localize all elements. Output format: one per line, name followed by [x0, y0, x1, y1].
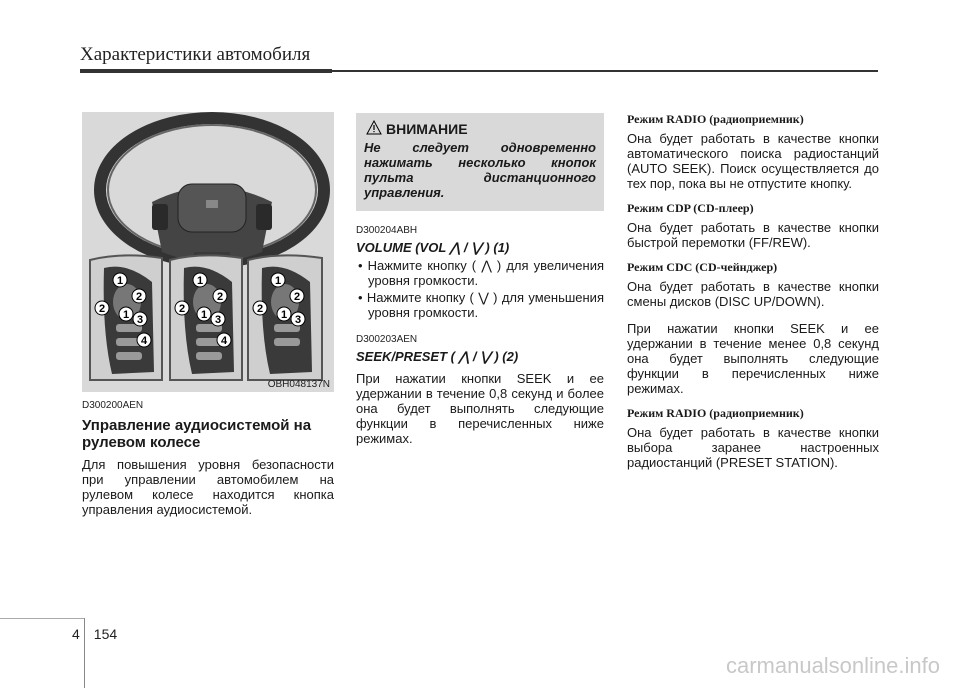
callout-3: 3 [214, 314, 222, 326]
mode-radio-heading: Режим RADIO (радиоприемник) [627, 112, 804, 126]
callout-2-left: 2 [98, 303, 106, 315]
mode-cdp-text: Она будет работать в качестве кнопки быстрой перемотки (FF/REW). [627, 220, 879, 250]
volume-bullet-down: • Нажмите кнопку ( ⋁ ) для уменьшения уровня громкости. [358, 290, 604, 320]
warning-triangle-icon [366, 120, 382, 135]
header-rule-thin [332, 70, 878, 72]
callout-1-lower: 1 [200, 309, 208, 321]
column-1 [82, 400, 334, 517]
mode-radio-text: Она будет работать в качестве кнопки автоматического поиска радиостанций (AUTO SEEK). Поиск осуществляется до тех пор, пока вы не отпустите кнопку. [627, 131, 879, 191]
warning-text [364, 140, 596, 200]
callout-1: 1 [116, 275, 124, 287]
section-paragraph: Для повышения уровня безопасности при управлении автомобилем на рулевом колесе находится кнопка управления аудиосистемой. [82, 457, 334, 517]
mode-cdc-text: Она будет работать в качестве кнопки смены дисков (DISC UP/DOWN). [627, 279, 879, 309]
seek-code: D300203AEN [356, 334, 418, 345]
footer-rule [0, 618, 84, 619]
callout-3: 3 [136, 314, 144, 326]
figure-code: OBH048137N [267, 379, 330, 390]
volume-heading: VOLUME (VOL ⋀ / ⋁ ) (1) [356, 240, 510, 255]
callout-3: 3 [294, 314, 302, 326]
callout-2: 2 [293, 291, 301, 303]
callout-1: 1 [274, 275, 282, 287]
section-heading: Управление аудиосистемой на рулевом колесе [82, 417, 312, 451]
mode-radio-preset-text: Она будет работать в качестве кнопки выбора заранее настроенных радиостанций (PRESET STATION). [627, 425, 879, 470]
mode-cdc-heading: Режим CDC (CD-чейнджер) [627, 260, 778, 274]
section-number: 4 [72, 626, 80, 642]
page-header-title: Характеристики автомобиля [80, 44, 311, 65]
steering-wheel-figure [82, 112, 334, 392]
column-3 [627, 112, 879, 470]
callout-2: 2 [135, 291, 143, 303]
callout-2: 2 [216, 291, 224, 303]
mode-cdp-heading: Режим CDP (CD-плеер) [627, 201, 754, 215]
watermark: carmanualsonline.info [725, 653, 940, 678]
steering-wheel-illustration [82, 112, 334, 392]
page-number [72, 626, 117, 642]
callout-4: 4 [220, 335, 228, 347]
warning-title: ВНИМАНИЕ [386, 121, 468, 137]
seek-paragraph: При нажатии кнопки SEEK и ее удержании в течение 0,8 секунд и более она будет выполнять следующие функции в перечисленных ниже режимах. [356, 371, 604, 446]
page-number-value: 154 [93, 626, 118, 642]
volume-bullet-up: • Нажмите кнопку ( ⋀ ) для увеличения уровня громкости. [358, 258, 604, 288]
header-rule-thick [80, 69, 332, 73]
callout-2-left: 2 [178, 303, 186, 315]
warning-box [356, 113, 604, 211]
callout-1-lower: 1 [122, 309, 130, 321]
seek-heading: SEEK/PRESET ( ⋀ / ⋁ ) (2) [356, 349, 519, 364]
callout-2-left: 2 [256, 303, 264, 315]
callout-1: 1 [196, 275, 204, 287]
mode-radio-preset-heading: Режим RADIO (радиоприемник) [627, 406, 804, 420]
column-2 [356, 225, 604, 446]
section-code: D300200AEN [82, 400, 144, 411]
callout-4: 4 [140, 335, 148, 347]
warning-text-main: Не следует одновременно нажимать несколько кнопок пульта дистанционного [364, 140, 596, 185]
warning-text-last: управления. [364, 185, 445, 200]
seek-short-paragraph: При нажатии кнопки SEEK и ее удержании в течение менее 0,8 секунд она будет выполнять следующие функции в перечисленных ниже режимах. [627, 321, 879, 396]
callout-1-lower: 1 [280, 309, 288, 321]
volume-code: D300204ABH [356, 225, 418, 236]
